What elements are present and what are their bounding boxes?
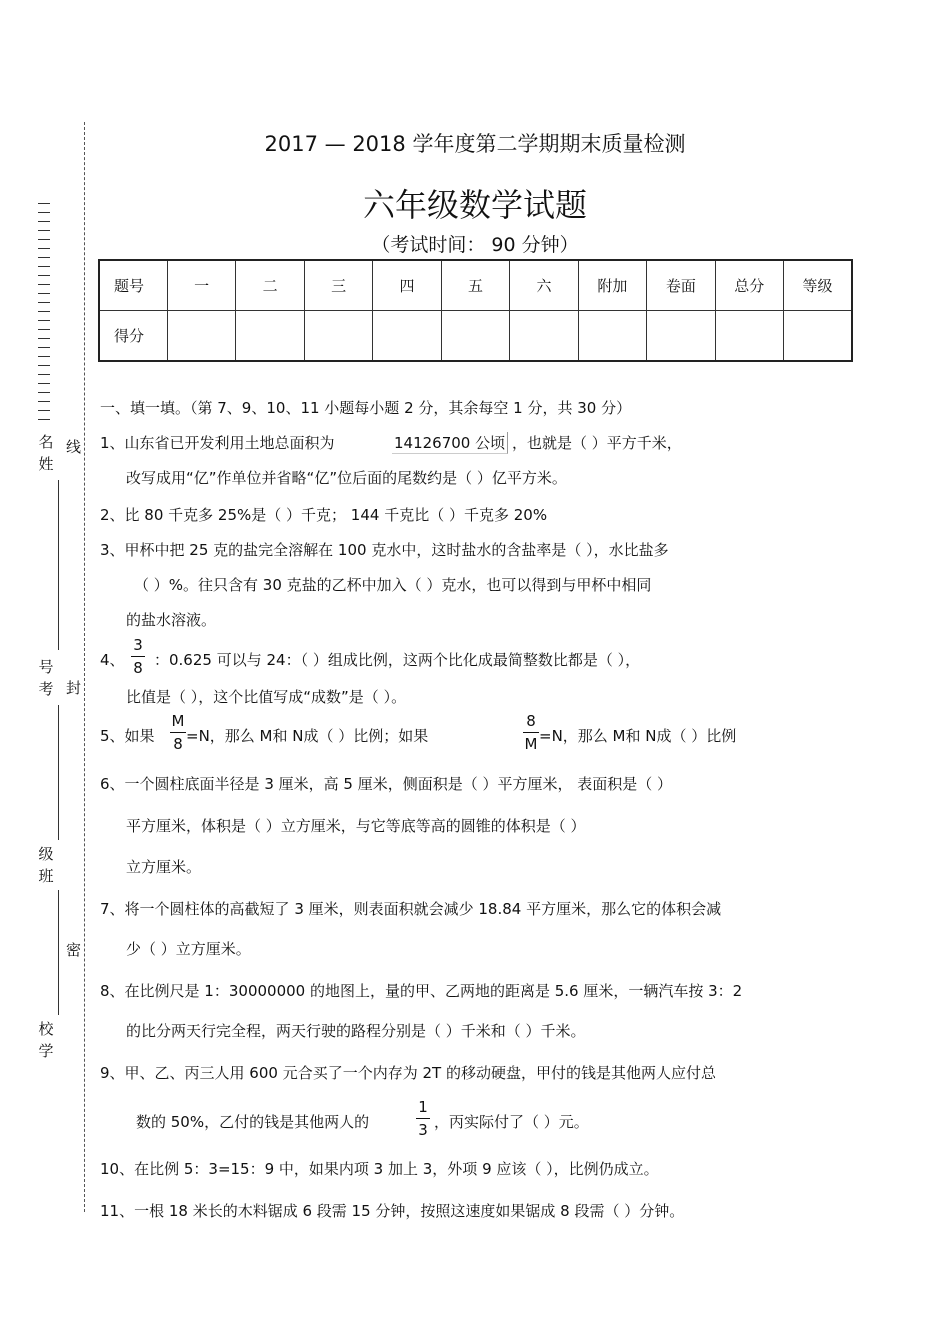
table-cell: 总分 <box>715 260 783 311</box>
question-8-line-1: 8、在比例尺是 1：30000000 的地图上，量的甲、乙两地的距离是 5.6 厘米，一辆汽车按 3：2 <box>100 982 743 1000</box>
binding-line-2 <box>58 705 59 840</box>
name-label: 名姓 <box>38 433 54 473</box>
question-1-line-2: 改写成用“亿”作单位并省略“亿”位后面的尾数约是（ ）亿平方米。 <box>126 469 567 487</box>
fraction-numerator: 1 <box>418 1098 428 1116</box>
question-1-part-b: ，也就是（ ）平方千米， <box>512 434 682 452</box>
score-cell[interactable] <box>373 311 441 362</box>
table-cell: 四 <box>373 260 441 311</box>
exam-title: 六年级数学试题 <box>362 186 587 224</box>
score-cell[interactable] <box>167 311 235 362</box>
score-cell[interactable] <box>441 311 509 362</box>
fraction-denominator: 3 <box>418 1121 428 1139</box>
question-9-line-2-suffix: ，丙实际付了（ ）元。 <box>434 1113 589 1131</box>
fraction-denominator: 8 <box>173 735 183 753</box>
question-5-suffix: =N，那么 M和 N成（ ）比例 <box>539 727 737 745</box>
score-cell[interactable] <box>304 311 372 362</box>
fraction-numerator: 8 <box>526 712 536 730</box>
binding-line-1 <box>58 480 59 650</box>
exam-no-label: 号考 <box>38 658 54 698</box>
table-cell: 附加 <box>578 260 646 311</box>
question-4-line-1: ：0.625 可以与 24：（ ）组成比例，这两个比化成最简整数比都是（ ）， <box>154 651 641 669</box>
question-1-part-a: 1、山东省已开发利用土地总面积为 <box>100 434 335 452</box>
question-1-value: 14126700 公顷 <box>392 432 508 454</box>
table-cell: 一 <box>167 260 235 311</box>
fraction-bar <box>523 732 539 733</box>
fraction-denominator: 8 <box>133 659 143 677</box>
exam-term-heading: 2017 — 2018 学年度第二学期期末质量检测 <box>264 132 686 156</box>
question-3-line-1: 3、甲杯中把 25 克的盐完全溶解在 100 克水中，这时盐水的含盐率是（ ），水比盐多 <box>100 541 669 559</box>
question-6-line-1: 6、一个圆柱底面半径是 3 厘米，高 5 厘米，侧面积是（ ）平方厘米， 表面积是（ ） <box>100 775 673 793</box>
table-cell: 题号 <box>99 260 167 311</box>
question-11: 11、一根 18 米长的木料锯成 6 段需 15 分钟，按照这速度如果锯成 8 段需（ ）分钟。 <box>100 1202 685 1220</box>
question-2: 2、比 80 千克多 25%是（ ）千克； 144 千克比（ ）千克多 20% <box>100 506 548 524</box>
score-cell[interactable] <box>236 311 304 362</box>
table-cell: 六 <box>510 260 578 311</box>
question-3-line-2: （ ）%。往只含有 30 克盐的乙杯中加入（ ）克水，也可以得到与甲杯中相同 <box>134 576 652 594</box>
fraction-bar <box>416 1118 430 1119</box>
score-cell[interactable] <box>715 311 783 362</box>
fraction-numerator: 3 <box>133 636 143 654</box>
question-8-line-2: 的比分两天行完全程，两天行驶的路程分别是（ ）千米和（ ）千米。 <box>126 1022 586 1040</box>
line-label: 线 <box>66 438 82 456</box>
question-9-line-1: 9、甲、乙、丙三人用 600 元合买了一个内存为 2T 的移动硬盘，甲付的钱是其他两人应付总 <box>100 1064 716 1082</box>
table-cell: 五 <box>441 260 509 311</box>
question-4-line-2: 比值是（ ），这个比值写成“成数”是（ ）。 <box>126 688 407 706</box>
binding-dotted-line <box>84 122 85 1212</box>
table-cell: 等级 <box>784 260 852 311</box>
question-4-number: 4、 <box>100 651 125 669</box>
table-cell: 二 <box>236 260 304 311</box>
question-7-line-2: 少（ ）立方厘米。 <box>126 940 251 958</box>
question-6-line-3: 立方厘米。 <box>126 858 202 876</box>
secret-label: 密 <box>66 941 82 959</box>
question-5-middle: =N，那么 M和 N成（ ）比例；如果 <box>186 727 429 745</box>
fraction-bar <box>131 656 145 657</box>
table-cell: 三 <box>304 260 372 311</box>
class-label: 级班 <box>38 845 54 885</box>
question-6-line-2: 平方厘米，体积是（ ）立方厘米，与它等底等高的圆锥的体积是（ ） <box>126 817 586 835</box>
score-cell[interactable] <box>510 311 578 362</box>
score-cell[interactable] <box>578 311 646 362</box>
seal-label: 封 <box>66 679 82 697</box>
fraction-bar <box>170 732 186 733</box>
school-label: 校学 <box>38 1020 54 1060</box>
table-cell: 得分 <box>99 311 167 362</box>
question-3-line-3: 的盐水溶液。 <box>126 611 217 629</box>
section-heading: 一、填一填。（第 7、9、10、11 小题每小题 2 分，其余每空 1 分，共 30 分） <box>100 399 632 417</box>
fraction-denominator: M <box>524 735 538 753</box>
question-9-line-2: 数的 50%，乙付的钱是其他两人的 <box>136 1113 370 1131</box>
score-cell[interactable] <box>647 311 715 362</box>
fraction-numerator: M <box>171 712 185 730</box>
question-7-line-1: 7、将一个圆柱体的高截短了 3 厘米，则表面积就会减少 18.84 平方厘米，那么它的体积会减 <box>100 900 722 918</box>
score-cell[interactable] <box>784 311 852 362</box>
score-table-score-row <box>99 311 852 362</box>
score-table-header-row <box>99 260 852 311</box>
score-table <box>98 259 853 362</box>
exam-time: （考试时间： 90 分钟） <box>371 234 579 256</box>
question-5-prefix: 5、如果 <box>100 727 155 745</box>
table-cell: 卷面 <box>647 260 715 311</box>
binding-line-3 <box>58 890 59 1015</box>
question-10: 10、在比例 5：3=15：9 中，如果内项 3 加上 3，外项 9 应该（ ），比例仍成立。 <box>100 1160 659 1178</box>
